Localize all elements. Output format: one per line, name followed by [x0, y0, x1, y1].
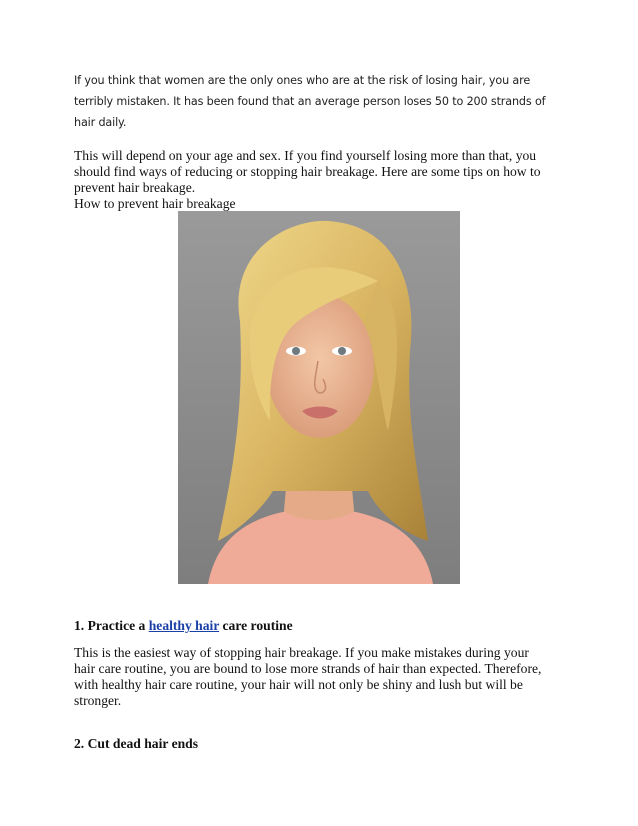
section-1-heading — [74, 618, 293, 634]
intro-line: terribly mistaken. It has been found that an average person loses 50 to 200 strands of — [74, 95, 546, 108]
heading-prefix: 1. Practice a — [74, 618, 149, 633]
body-line: with healthy hair care routine, your hair will not only be shiny and lush but will be — [74, 677, 523, 692]
body-paragraph — [74, 148, 574, 212]
body-line: This is the easiest way of stopping hair breakage. If you make mistakes during your — [74, 645, 529, 660]
subheading-line: How to prevent hair breakage — [74, 196, 236, 211]
intro-line: If you think that women are the only ones who are at the risk of losing hair, you are — [74, 74, 531, 87]
healthy-hair-link[interactable]: healthy hair — [148, 618, 220, 633]
intro-line: hair daily. — [74, 116, 127, 129]
section-1-paragraph — [74, 645, 574, 709]
body-line: prevent hair breakage. — [74, 180, 196, 195]
woman-portrait-image — [178, 211, 460, 584]
intro-paragraph — [74, 70, 574, 133]
body-line: should find ways of reducing or stopping hair breakage. Here are some tips on how to — [74, 164, 541, 179]
portrait-illustration — [178, 211, 460, 584]
body-line: stronger. — [74, 693, 122, 708]
heading-suffix: care routine — [219, 618, 293, 633]
body-line: This will depend on your age and sex. If you find yourself losing more than that, you — [74, 148, 537, 163]
section-2-heading: 2. Cut dead hair ends — [74, 736, 199, 751]
body-line: hair care routine, you are bound to lose more strands of hair than expected. Therefore, — [74, 661, 542, 676]
